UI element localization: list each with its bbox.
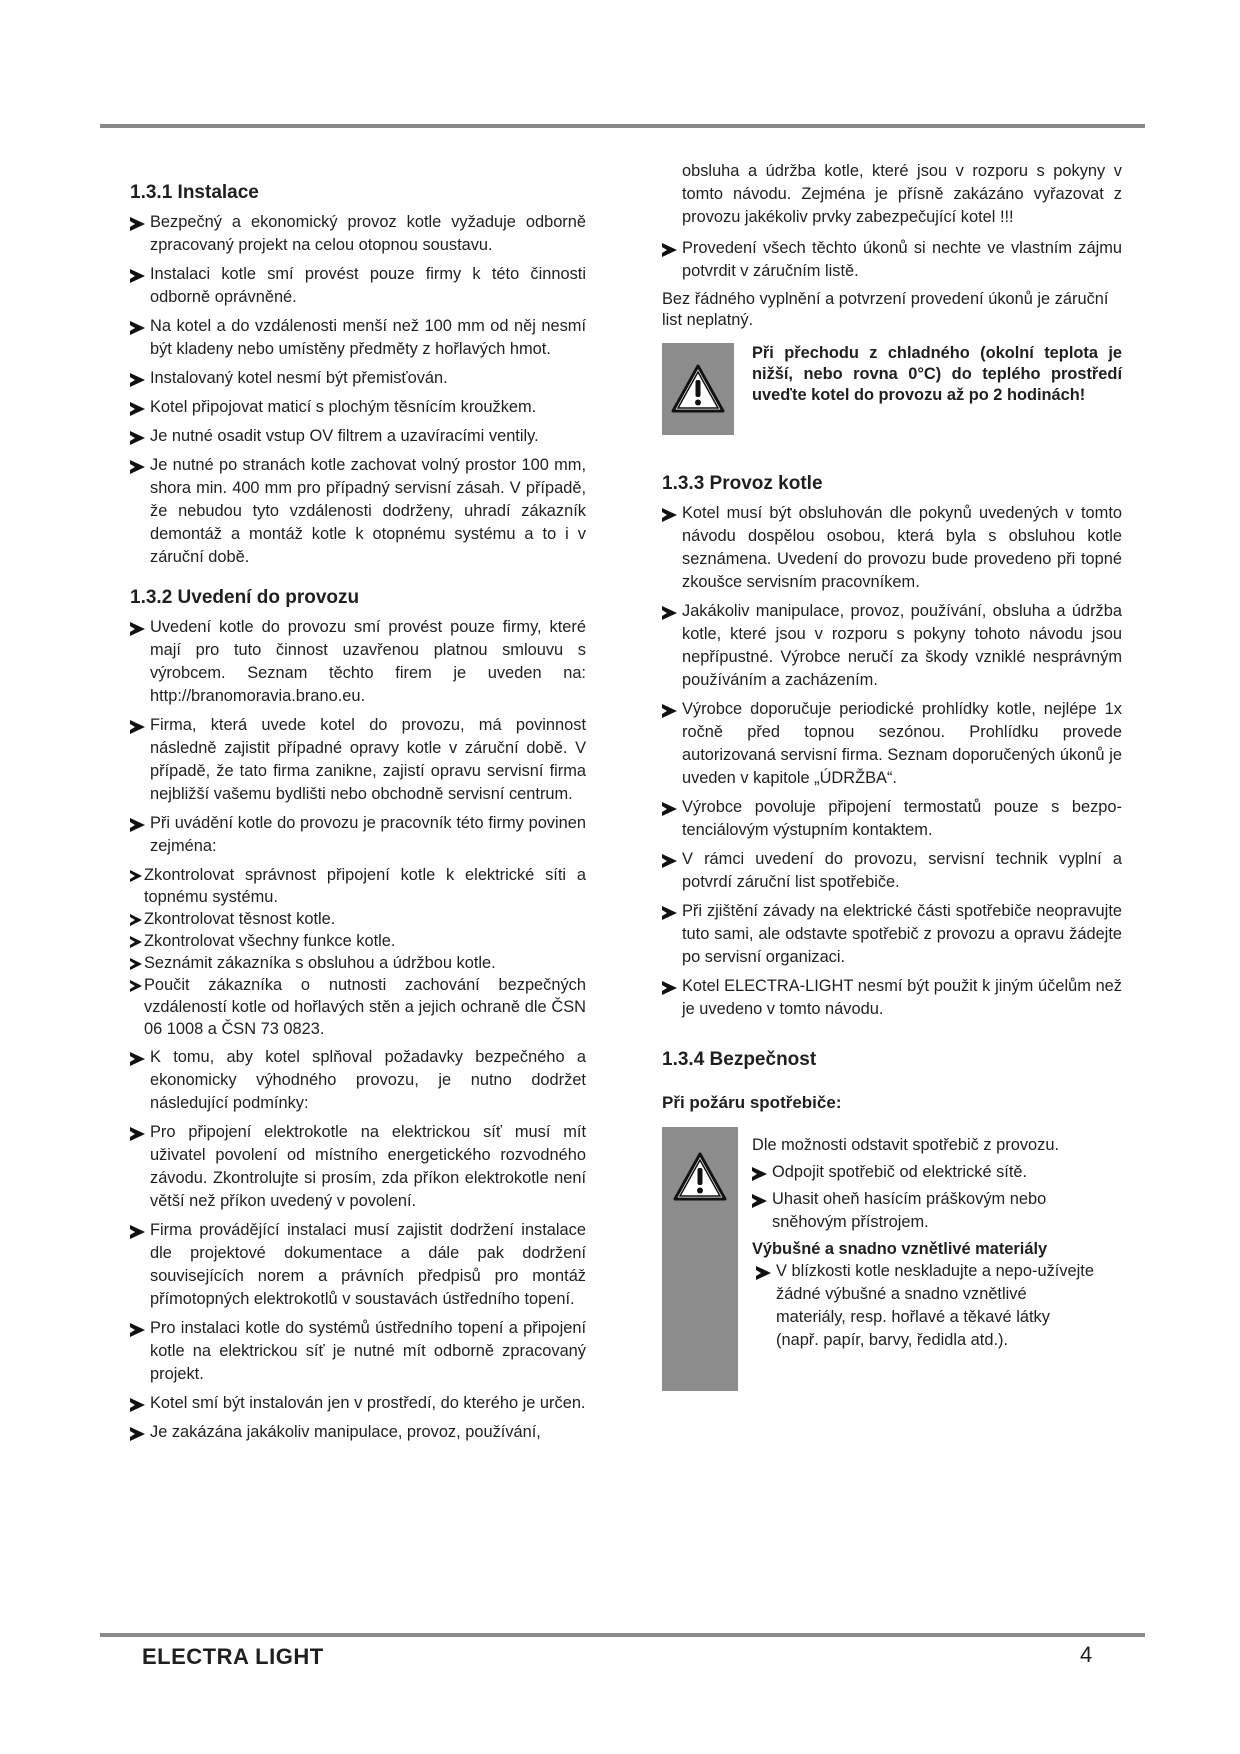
list-item: Při uvádění kotle do provozu je pracovník této firmy povinen zejména: (130, 812, 586, 858)
sub-list-item: Zkontrolovat všechny funkce kotle. (130, 930, 586, 952)
list-item: Firma, která uvede kotel do provozu, má povinnost následně zajistit případné opravy kotle v záruční době. V případě, že tato firma zanikne, zajistí opravu servisní firma nejbližší vašemu bydlišti nebo obchodně servisní centrum. (130, 714, 586, 806)
list-item: Bezpečný a ekonomický provoz kotle vyžaduje odborně zpracovaný projekt na celou otopnou soustavu. (130, 211, 586, 257)
list-item: Výrobce povoluje připojení termostatů pouze s bezpo-tenciálovým výstupním kontaktem. (662, 796, 1122, 842)
bullet-arrow-icon (662, 854, 677, 868)
list-item: Je zakázána jakákoliv manipulace, provoz, používání, (130, 1421, 586, 1444)
bullet-arrow-icon (662, 704, 677, 718)
sub-list-item: Zkontrolovat těsnost kotle. (130, 908, 586, 930)
sub-list-item: Zkontrolovat správnost připojení kotle k elektrické síti a topnému systému. (130, 864, 586, 908)
list-item: Pro připojení elektrokotle na elektrickou síť musí mít uživatel povolení od místního energetického rozvodného závodu. Zkontrolujte si prosím, zda příkon elektrokotle není větší než příkon uvedený v povolení. (130, 1121, 586, 1213)
bullet-arrow-icon (130, 870, 142, 882)
bullet-arrow-icon (662, 981, 677, 995)
fire-safety-block (662, 1127, 1122, 1352)
bottom-rule (100, 1633, 1145, 1637)
bullet-arrow-icon (130, 373, 145, 387)
list-item: Pro instalaci kotle do systémů ústředního topení a připojení kotle na elektrickou síť je nutné mít odborně zpracovaný projekt. (130, 1317, 586, 1386)
left-column (130, 162, 586, 1450)
warning-panel (662, 1127, 738, 1391)
top-rule (100, 124, 1145, 128)
bullet-arrow-icon (130, 622, 145, 636)
list-item: Výrobce doporučuje periodické prohlídky kotle, nejlépe 1x ročně před topnou sezónou. Prohlídku provede autorizovaná servisní firma. Seznam doporučených úkonů je uveden v kapitole „ÚDRŽBA“. (662, 698, 1122, 790)
section-title-bezpecnost: 1.3.4 Bezpečnost (662, 1049, 817, 1070)
list-item: K tomu, aby kotel splňoval požadavky bezpečného a ekonomicky výhodného provozu, je nutno dodržet následující podmínky: (130, 1046, 586, 1115)
bullet-arrow-icon (130, 936, 142, 948)
footer-brand: ELECTRA LIGHT (142, 1644, 324, 1669)
bullet-arrow-icon (130, 1398, 145, 1412)
list-item: Odpojit spotřebič od elektrické sítě. (752, 1161, 1122, 1184)
warning-triangle-icon (670, 363, 726, 415)
sub-list-item: Seznámit zákazníka s obsluhou a údržbou kotle. (130, 952, 586, 974)
bullet-arrow-icon (130, 217, 145, 231)
section-title-uvedeni: 1.3.2 Uvedení do provozu (130, 587, 360, 608)
right-column (662, 160, 1122, 1356)
list-item: Kotel musí být obsluhován dle pokynů uvedených v tomto návodu dospělou osobou, která byla s obsluhou kotle seznámena. Uvedení do provozu bude provedeno při topné zkoušce servisním pracovníkem. (662, 502, 1122, 594)
list-item: Při zjištění závady na elektrické části spotřebiče neopravujte tuto sami, ale odstavte spotřebič z provozu a opravu žádejte po servisní organizaci. (662, 900, 1122, 969)
section-title-provoz: 1.3.3 Provoz kotle (662, 473, 823, 494)
cold-start-warning (662, 343, 1122, 435)
list-item: V blízkosti kotle neskladujte a nepo-užívejte žádné výbušné a snadno vznětlivé materiály, resp. hořlavé a těkavé látky (např. papír, barvy, ředidla atd.). (756, 1260, 1096, 1352)
bullet-arrow-icon (130, 958, 142, 970)
list-item: Uhasit oheň hasícím práškovým nebo sněhovým přístrojem. (752, 1188, 1122, 1234)
list-item: V rámci uvedení do provozu, servisní technik vyplní a potvrdí záruční list spotřebiče. (662, 848, 1122, 894)
fire-intro: Dle možnosti odstavit spotřebič z provozu. (752, 1136, 1060, 1154)
bullet-arrow-icon (130, 1323, 145, 1337)
bullet-arrow-icon (130, 1427, 145, 1441)
bullet-arrow-icon (130, 1225, 145, 1239)
list-item: Je nutné osadit vstup OV filtrem a uzavíracími ventily. (130, 425, 586, 448)
bullet-arrow-icon (130, 818, 145, 832)
continuation-text: obsluha a údržba kotle, které jsou v rozporu s pokyny v tomto návodu. Zejména je přísně zakázáno vyřazovat z provozu jakékoliv prvky zabezpečující kotel !!! (682, 162, 1122, 226)
list-item: Instalaci kotle smí provést pouze firmy k této činnosti odborně oprávněné. (130, 263, 586, 309)
warning-panel (662, 343, 734, 435)
list-item: Je nutné po stranách kotle zachovat volný prostor 100 mm, shora min. 400 mm pro případný servisní zásah. V případě, že nebudou tyto vzdálenosti dodrženy, uhradí zákazník demontáž a montáž kotle k otopnému systému a to i v záruční době. (130, 454, 586, 569)
bullet-arrow-icon (130, 1052, 145, 1066)
list-item: Na kotel a do vzdálenosti menší než 100 mm od něj nesmí být kladeny nebo umístěny předměty z hořlavých hmot. (130, 315, 586, 361)
bullet-arrow-icon (130, 321, 145, 335)
bullet-arrow-icon (130, 402, 145, 416)
warning-triangle-icon (672, 1151, 728, 1203)
list-item: Instalovaný kotel nesmí být přemisťován. (130, 367, 586, 390)
bullet-arrow-icon (130, 269, 145, 283)
fire-subtitle: Při požáru spotřebiče: (662, 1093, 842, 1112)
page-number: 4 (1080, 1642, 1093, 1667)
list-item: Provedení všech těchto úkonů si nechte ve vlastním zájmu potvrdit v záručním listě. (662, 237, 1122, 283)
fire-instructions (752, 1127, 1122, 1352)
bullet-arrow-icon (662, 802, 677, 816)
bullet-arrow-icon (130, 460, 145, 474)
bullet-arrow-icon (130, 980, 142, 992)
bullet-arrow-icon (130, 914, 142, 926)
sub-list-item: Poučit zákazníka o nutnosti zachování bezpečných vzdáleností kotle od hořlavých stěn a jejich ochraně dle ČSN 06 1008 a ČSN 73 0823. (130, 974, 586, 1040)
bullet-arrow-icon (662, 906, 677, 920)
bullet-arrow-icon (130, 1127, 145, 1141)
warning-text: Při přechodu z chladného (okolní teplota je nižší, nebo rovna 0°C) do teplého prostředí uveďte kotel do provozu až po 2 hodinách! (752, 344, 1122, 404)
bullet-arrow-icon (662, 508, 677, 522)
section-title-instalace: 1.3.1 Instalace (130, 182, 259, 203)
bullet-arrow-icon (756, 1266, 771, 1280)
bullet-arrow-icon (130, 431, 145, 445)
list-item: Kotel ELECTRA-LIGHT nesmí být použit k jiným účelům než je uvedeno v tomto návodu. (662, 975, 1122, 1021)
bullet-arrow-icon (752, 1167, 767, 1181)
list-item: Kotel připojovat maticí s plochým těsnícím kroužkem. (130, 396, 586, 419)
bullet-arrow-icon (662, 243, 677, 257)
explosive-title: Výbušné a snadno vznětlivé materiály (752, 1240, 1048, 1258)
warranty-note: Bez řádného vyplnění a potvrzení provedení úkonů je záruční list neplatný. (662, 290, 1109, 329)
bullet-arrow-icon (662, 606, 677, 620)
bullet-arrow-icon (130, 720, 145, 734)
list-item: Uvedení kotle do provozu smí provést pouze firmy, které mají pro tuto činnost uzavřenou platnou smlouvu s výrobcem. Seznam těchto firem je uveden na: http://branomoravia.brano.eu. (130, 616, 586, 708)
list-item: Jakákoliv manipulace, provoz, používání, obsluha a údržba kotle, které jsou v rozporu s pokyny tohoto návodu jsou nepřípustné. Výrobce neručí za škody vzniklé nesprávným používáním a zacházením. (662, 600, 1122, 692)
list-item: Firma provádějící instalaci musí zajistit dodržení instalace dle projektové dokumentace a dále pak dodržení souvisejících norem a právních předpisů pro montáž přímotopných elektrokotlů v soustavách ústředního topení. (130, 1219, 586, 1311)
bullet-arrow-icon (752, 1194, 767, 1208)
list-item: Kotel smí být instalován jen v prostředí, do kterého je určen. (130, 1392, 586, 1415)
